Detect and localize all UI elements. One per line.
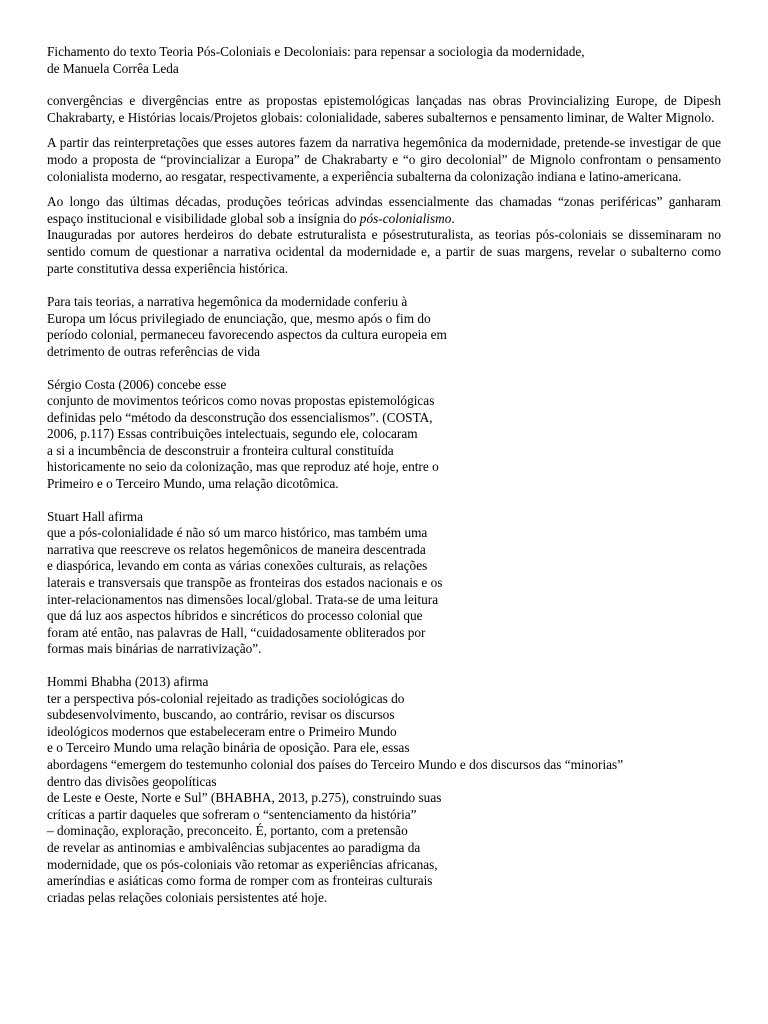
text-line: inter-relacionamentos nas dimensões local/global. Trata-se de uma leitura bbox=[47, 591, 439, 607]
text-line: Sérgio Costa (2006) concebe esse bbox=[47, 376, 227, 392]
text-line: de Leste e Oeste, Norte e Sul” (BHABHA, 2013, p.275), construindo suas bbox=[47, 790, 442, 806]
paragraph-inauguradas: Inauguradas por autores herdeiros do debate estruturalista e pósestruturalista, as teorias pós-coloniais se disseminaram no sentido comum de questionar a narrativa ocidental da modernidade e, a partir de suas margens, revelar o subalterno como parte constitutiva dessa experiência histórica. bbox=[47, 227, 721, 276]
paragraph-reinterpretacoes: A partir das reinterpretações que esses autores fazem da narrativa hegemônica da modernidade, pretende-se investigar de que modo a proposta de “provincializar a Europa” de Chakrabarty e “o giro decolonial” de Mignolo confrontam o pensamento colonialista moderno, ao resgatar, respectivamente, a experiência subalterna da colonização indiana e latino-americana. bbox=[47, 135, 721, 184]
text-line: definidas pelo “método da desconstrução dos essencialismos”. (COSTA, bbox=[47, 409, 433, 425]
text-line: foram até então, nas palavras de Hall, “cuidadosamente obliterados por bbox=[47, 624, 426, 640]
text-line: que dá luz aos aspectos híbridos e sincréticos do processo colonial que bbox=[47, 608, 423, 624]
text-line: 2006, p.117) Essas contribuições intelectuais, segundo ele, colocaram bbox=[47, 426, 418, 442]
text-line: ameríndias e asiáticas como forma de romper com as fronteiras culturais bbox=[47, 873, 433, 889]
text-line: que a pós-colonialidade é não só um marco histórico, mas também uma bbox=[47, 525, 428, 541]
text-line: narrativa que reescreve os relatos hegemônicos de maneira descentrada bbox=[47, 541, 426, 557]
text-line: Stuart Hall afirma bbox=[47, 508, 143, 524]
text-line: laterais e transversais que transpõe as fronteiras dos estados nacionais e os bbox=[47, 575, 443, 591]
text-line: modernidade, que os pós-coloniais vão retomar as experiências africanas, bbox=[47, 856, 438, 872]
title-line-1: Fichamento do texto Teoria Pós-Coloniais e Decoloniais: para repensar a sociologia da modernidade, bbox=[47, 44, 585, 59]
paragraph-convergencias: convergências e divergências entre as propostas epistemológicas lançadas nas obras Provincializing Europe, de Dipesh Chakrabarty, e Histórias locais/Projetos globais: colonialidade, saberes subalternos e pensamento liminar, de Walter Mignolo. bbox=[47, 93, 721, 125]
text-line: de revelar as antinomias e ambivalências subjacentes ao paradigma da bbox=[47, 839, 421, 855]
text-line: ter a perspectiva pós-colonial rejeitado as tradições sociológicas do bbox=[47, 690, 405, 706]
document-page bbox=[47, 44, 721, 906]
text-line: a si a incumbência de desconstruir a fronteira cultural constituída bbox=[47, 442, 394, 458]
text-line: Para tais teorias, a narrativa hegemônica da modernidade conferiu à bbox=[47, 294, 408, 310]
text-line: dentro das divisões geopolíticas bbox=[47, 773, 217, 789]
text-line: Primeiro e o Terceiro Mundo, uma relação dicotômica. bbox=[47, 476, 339, 492]
title-line-2: de Manuela Corrêa Leda bbox=[47, 60, 179, 76]
text-line: criadas pelas relações coloniais persistentes até hoje. bbox=[47, 889, 328, 905]
text-line: ideológicos modernos que estabeleceram entre o Primeiro Mundo bbox=[47, 723, 397, 739]
text-line: subdesenvolvimento, buscando, ao contrário, revisar os discursos bbox=[47, 707, 395, 723]
paragraph-hommi-bhabha bbox=[47, 674, 721, 906]
paragraph-sergio-costa bbox=[47, 377, 721, 493]
p3-end: . bbox=[451, 210, 455, 226]
text-line: críticas a partir daqueles que sofreram o “sentenciamento da história” bbox=[47, 806, 417, 822]
text-line: e o Terceiro Mundo uma relação binária de oposição. Para ele, essas bbox=[47, 740, 410, 756]
text-line: – dominação, exploração, preconceito. É, portanto, com a pretensão bbox=[47, 823, 408, 839]
text-line: historicamente no seio da colonização, mas que reproduz até hoje, entre o bbox=[47, 459, 439, 475]
document-title bbox=[47, 44, 721, 77]
text-line: Hommi Bhabha (2013) afirma bbox=[47, 674, 209, 689]
text-line: e diaspórica, levando em conta as várias conexões culturais, as relações bbox=[47, 558, 428, 574]
p3-text: Ao longo das últimas décadas, produções teóricas advindas essencialmente das chamadas “zonas periféricas” ganharam espaço institucional e visibilidade global sob a insígnia do bbox=[47, 194, 721, 226]
text-line: abordagens “emergem do testemunho colonial dos países do Terceiro Mundo e dos discursos das “minorias” bbox=[47, 756, 624, 772]
paragraph-stuart-hall bbox=[47, 509, 721, 658]
text-line: conjunto de movimentos teóricos como novas propostas epistemológicas bbox=[47, 393, 435, 409]
text-line: formas mais binárias de narrativização”. bbox=[47, 641, 262, 657]
paragraph-tais-teorias bbox=[47, 294, 721, 360]
text-line: Europa um lócus privilegiado de enunciação, que, mesmo após o fim do bbox=[47, 310, 431, 326]
text-line: período colonial, permaneceu favorecendo aspectos da cultura europeia em bbox=[47, 327, 447, 343]
paragraph-ultimas-decadas bbox=[47, 194, 721, 227]
text-line: detrimento de outras referências de vida bbox=[47, 343, 261, 359]
p3-italic-term: pós-colonialismo bbox=[359, 210, 452, 226]
